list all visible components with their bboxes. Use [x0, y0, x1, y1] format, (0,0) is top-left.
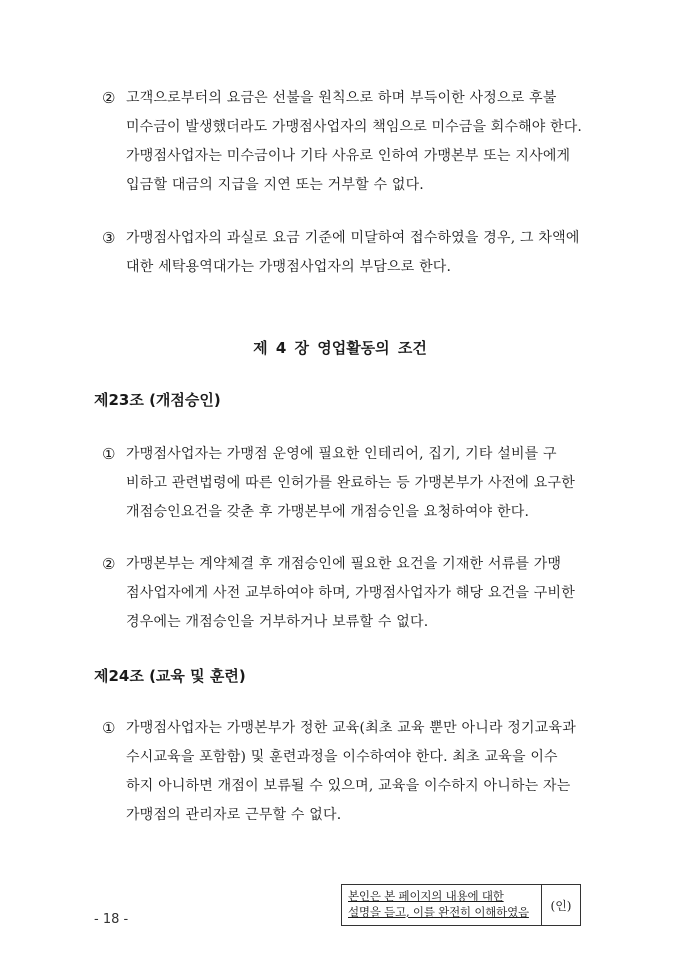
item-line: 가맹본부는 계약체결 후 개점승인에 필요한 요건을 기재한 서류를 가맹	[126, 556, 562, 572]
item-line: 비하고 관련법령에 따른 인허가를 완료하는 등 가맹본부가 사전에 요구한	[126, 475, 575, 491]
page-number: - 18 -	[94, 912, 129, 927]
confirmation-line: 본인은 본 페이지의 내용에 대한	[348, 889, 504, 903]
article23-title: 제23조 (개점승인)	[94, 391, 221, 409]
item-line: 경우에는 개점승인을 거부하거나 보류할 수 없다.	[126, 614, 429, 630]
item-line: 고객으로부터의 요금은 선불을 원칙으로 하며 부득이한 사정으로 후불	[126, 90, 557, 106]
item-line: 가맹점사업자는 가맹점 운영에 필요한 인테리어, 집기, 기타 설비를 구	[126, 446, 557, 462]
item-line: 입금할 대금의 지급을 지연 또는 거부할 수 없다.	[126, 177, 424, 193]
chapter-title: 제 4 장 영업활동의 조건	[253, 339, 427, 357]
item-line: 점사업자에게 사전 교부하여야 하며, 가맹점사업자가 해당 요건을 구비한	[126, 585, 575, 601]
confirmation-line: 설명을 듣고, 이를 완전히 이해하였음	[348, 905, 529, 919]
item-line: 대한 세탁용역대가는 가맹점사업자의 부담으로 한다.	[126, 259, 452, 275]
item-line: 하지 아니하면 개점이 보류될 수 있으며, 교육을 이수하지 아니하는 자는	[126, 778, 571, 794]
seal-field: (인)	[541, 885, 580, 925]
item-number: ②	[102, 89, 116, 107]
item-number: ①	[102, 445, 116, 463]
item-line: 가맹점사업자는 가맹본부가 정한 교육(최초 교육 뿐만 아니라 정기교육과	[126, 720, 576, 736]
item-line: 가맹점사업자의 과실로 요금 기준에 미달하여 접수하였을 경우, 그 차액에	[126, 230, 580, 246]
item-line: 수시교육을 포함함) 및 훈련과정을 이수하여야 한다. 최초 교육을 이수	[126, 749, 558, 765]
item-number: ③	[102, 229, 116, 247]
confirmation-box	[341, 884, 581, 926]
item-line: 미수금이 발생했더라도 가맹점사업자의 책임으로 미수금을 회수해야 한다.	[126, 119, 582, 135]
item-number: ②	[102, 555, 116, 573]
item-line: 가맹점의 관리자로 근무할 수 없다.	[126, 807, 342, 823]
confirmation-text	[342, 885, 541, 925]
article24-title: 제24조 (교육 및 훈련)	[94, 667, 246, 685]
item-line: 개점승인요건을 갖춘 후 가맹본부에 개점승인을 요청하여야 한다.	[126, 504, 530, 520]
item-number: ①	[102, 719, 116, 737]
item-line: 가맹점사업자는 미수금이나 기타 사유로 인하여 가맹본부 또는 지사에게	[126, 148, 571, 164]
